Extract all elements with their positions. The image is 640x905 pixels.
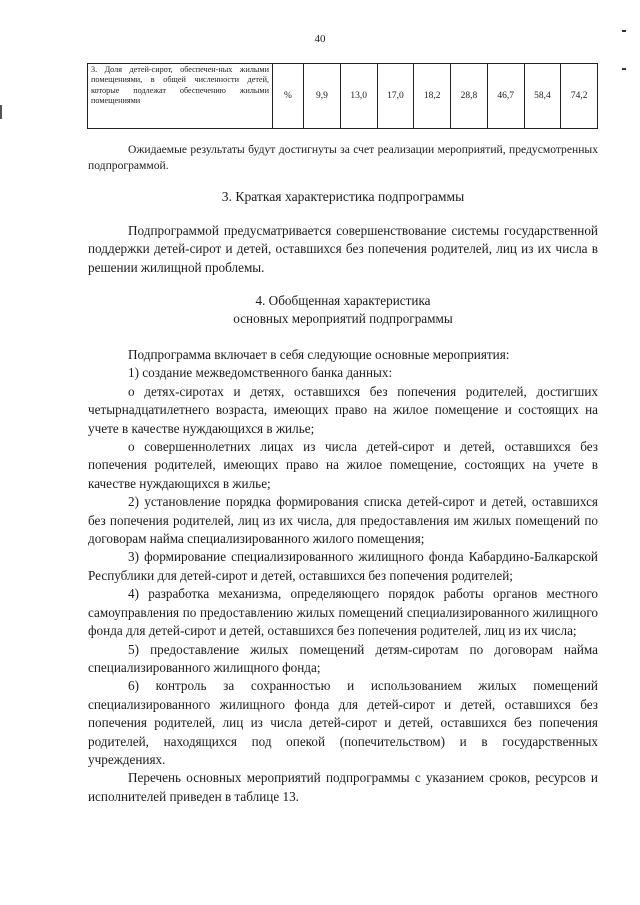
page-number: 40 bbox=[314, 33, 326, 45]
value-cell: 74,2 bbox=[561, 64, 598, 129]
unit-cell: % bbox=[273, 64, 304, 129]
table-row bbox=[88, 64, 598, 129]
value-cell: 46,7 bbox=[487, 64, 524, 129]
value-cell: 13,0 bbox=[340, 64, 377, 129]
section-3 bbox=[88, 188, 598, 206]
paragraph: 5) предоставление жилых помещений детям-сиротам по договорам найма специализированного жилищного фонда; bbox=[88, 641, 598, 675]
paragraph: 6) контроль за сохранностью и использованием жилых помещений специализированного жилищного фонда для детей-сирот и детей, оставшихся без попечения родителей, лиц из числа детей-сирот и детей, оставшихся без попечения родителей, находящихся под опекой (попечительством) и в государственных учреждениях. bbox=[88, 678, 598, 767]
paragraph: 1) создание межведомственного банка данных: bbox=[128, 365, 393, 381]
section-3-text: Подпрограммой предусматривается совершенствование системы государственной поддержки детей-сирот и детей, оставшихся без попечения родителей, лиц из их числа в решении жилищной проблемы. bbox=[88, 223, 598, 275]
value-cell: 28,8 bbox=[451, 64, 488, 129]
indicator-cell: 3. Доля детей-сирот, обеспечен-ных жилыми помещениями, в общей численности детей, которые подлежат обеспечению жилыми помещениями bbox=[88, 64, 273, 129]
section-3-body bbox=[88, 222, 598, 277]
paragraph: о совершеннолетних лицах из числа детей-сирот и детей, оставшихся без попечения родителей, имеющих право на жилое помещение, состоящих на учете в качестве нуждающихся в жилье; bbox=[88, 439, 598, 491]
value-cell: 17,0 bbox=[377, 64, 414, 129]
scan-mark bbox=[622, 30, 626, 32]
paragraph: 4) разработка механизма, определяющего порядок работы органов местного самоуправления по предоставлению жилых помещений специализированного жилищного фонда для детей-сирот и детей, оставшихся без попечения родителей, лиц из их числа; bbox=[88, 586, 598, 639]
expected-results-text: Ожидаемые результаты будут достигнуты за счет реализации мероприятий, предусмотренных подпрограммой. bbox=[88, 143, 598, 172]
value-cell: 9,9 bbox=[304, 64, 341, 129]
section-4-heading-block bbox=[88, 292, 598, 329]
section-4-body bbox=[88, 346, 598, 806]
scan-mark bbox=[0, 105, 2, 119]
section-4-heading-line2: основных мероприятий подпрограммы bbox=[233, 311, 453, 327]
paragraph: о детях-сиротах и детях, оставшихся без попечения родителей, достигших четырнадцатилетнего возраста, имеющих право на жилое помещение и состоящих на учете в качестве нуждающихся в жилье; bbox=[88, 383, 598, 436]
section-3-heading: 3. Краткая характеристика подпрограммы bbox=[221, 189, 465, 204]
expected-results-block bbox=[88, 142, 598, 174]
paragraph: 2) установление порядка формирования списка детей-сирот и детей, оставшихся без попечения родителей, лиц из их числа, для предоставления им жилых помещений по договорам найма специализированного жилого помещения; bbox=[88, 494, 598, 547]
value-cell: 18,2 bbox=[414, 64, 451, 129]
paragraph: Подпрограмма включает в себя следующие основные мероприятия: bbox=[128, 347, 510, 362]
scan-mark bbox=[622, 68, 626, 70]
paragraph: 3) формирование специализированного жилищного фонда Кабардино-Балкарской Республики для детей-сирот и детей, оставшихся без попечения родителей; bbox=[88, 549, 598, 583]
value-cell: 58,4 bbox=[524, 64, 561, 129]
section-4-heading-line1: 4. Обобщенная характеристика bbox=[255, 293, 431, 308]
indicator-table bbox=[87, 63, 598, 129]
paragraph: Перечень основных мероприятий подпрограммы с указанием сроков, ресурсов и исполнителей приведен в таблице 13. bbox=[88, 770, 598, 804]
